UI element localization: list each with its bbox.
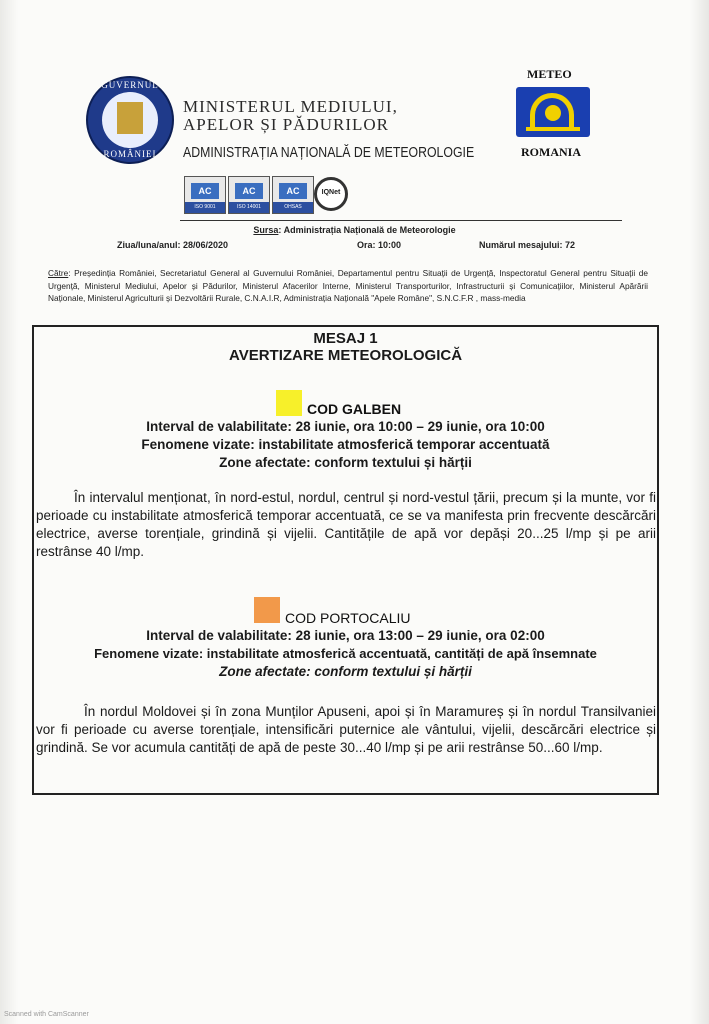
seal-bottom-text: ROMÂNIEI (103, 149, 157, 159)
yellow-interval: Interval de valabilitate: 28 iunie, ora 10:00 – 29 iunie, ora 10:00 (146, 419, 545, 434)
header-divider (180, 220, 622, 221)
orange-zones: Zone afectate: conform textului și hărții (219, 664, 472, 679)
orange-phenomena: Fenomene vizate: instabilitate atmosferică accentuată, cantități de apă însemnate (94, 646, 597, 661)
certification-badge-icon: AC OHSAS (272, 176, 314, 214)
source-label: Sursa (253, 225, 279, 235)
orange-code-square-icon (254, 597, 280, 623)
yellow-code-square-icon (276, 390, 302, 416)
date-field: Ziua/luna/anul: 28/06/2020 (117, 240, 229, 250)
orange-description: În nordul Moldovei și în zona Munților Apuseni, apoi și în Maramureș și în nordul Transilvaniei vor fi perioade cu averse torențiale, intensificări puternice ale vântului, vijelii, descărcări electrice și grindină. Se vor acumula cantități de apă de peste 30...40 l/mp și pe arii restrânse 50...60 l/mp. (36, 704, 656, 755)
yellow-code-label: COD GALBEN (307, 401, 402, 417)
seal-top-text: GUVERNUL (101, 80, 159, 90)
source-line (0, 225, 709, 235)
yellow-zones: Zone afectate: conform textului și hărții (219, 455, 472, 470)
source-value: : Administrația Națională de Meteorologie (278, 225, 456, 235)
message-number-field: Numărul mesajului: 72 (479, 240, 576, 250)
ministry-name-line1: MINISTERUL MEDIULUI, (183, 97, 398, 116)
yellow-description: În intervalul menționat, în nord-estul, nordul, centrul și nord-vestul țării, precum și la munte, vor fi perioade cu instabilitate atmosferică temporar accentuată, ce se va manifesta prin frecvente descărcări electrice, averse torențiale, grindină și vijelii. Cantitățile de apă vor depăși 20...25 l/mp și pe arii restrânse 40 l/mp. (36, 490, 656, 559)
iqnet-badge-icon: IQNet (314, 177, 348, 211)
orange-code-label: COD PORTOCALIU (285, 610, 411, 626)
message-title: AVERTIZARE METEOROLOGICĂ (228, 347, 463, 364)
ministry-name-line2: APELOR ȘI PĂDURILOR (183, 115, 390, 134)
scanner-watermark: Scanned with CamScanner (4, 1011, 89, 1018)
agency-name: ADMINISTRAȚIA NAȚIONALĂ DE METEOROLOGIE (183, 144, 475, 161)
meteo-logo-top-text: METEO (527, 67, 572, 81)
time-field: Ora: 10:00 (357, 240, 402, 250)
certification-badge-icon: AC ISO 14001 (228, 176, 270, 214)
government-seal-icon (86, 76, 174, 164)
orange-interval: Interval de valabilitate: 28 iunie, ora 13:00 – 29 iunie, ora 02:00 (146, 628, 545, 643)
meteo-romania-logo-icon (516, 87, 590, 137)
meteo-logo-bottom-text: ROMANIA (521, 145, 581, 159)
recipients-paragraph (48, 267, 648, 305)
certification-badge-icon: AC ISO 9001 (184, 176, 226, 214)
recipients-text: : Președinția României, Secretariatul General al Guvernului României, Departamentul pentru Situații de Urgență, Inspectoratul General pentru Situații de Urgență, Ministerul Mediului, Apelor și Pădurilor, Ministerul Afacerilor Interne, Ministerul Transporturilor, Infrastructurii și Comunicațiilor, Ministerul Apărării Naționale, Ministerul Agriculturii și Dezvoltării Rurale, C.N.A.I.R, Administrația Națională "Apele Române", S.N.C.F.R , mass-media (48, 268, 648, 303)
yellow-phenomena: Fenomene vizate: instabilitate atmosferică temporar accentuată (141, 437, 550, 452)
recipients-label: Către (48, 268, 69, 278)
message-number: MESAJ 1 (313, 330, 378, 347)
eagle-icon (117, 102, 143, 134)
